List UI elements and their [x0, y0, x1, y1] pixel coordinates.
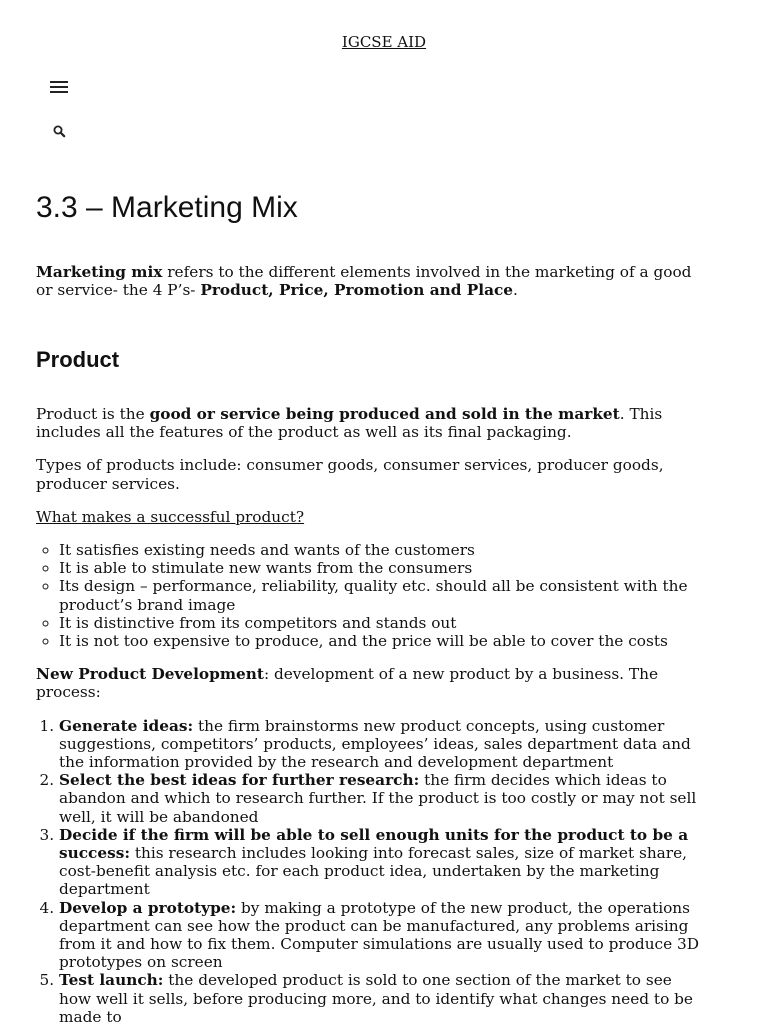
intro-four-ps: Product, Price, Promotion and Place — [200, 281, 514, 300]
intro-text: refers to the different elements involved in the marketing of a good or service- the 4 P’s- — [36, 263, 692, 300]
step-title: Generate ideas: — [59, 716, 194, 735]
step-title: Select the best ideas for further research: — [59, 771, 420, 790]
npd-steps-list — [36, 717, 708, 1026]
successful-product-list — [36, 541, 708, 650]
list-item: ◦ It is able to stimulate new wants from the consumers — [59, 559, 708, 577]
product-definition-paragraph — [36, 405, 708, 441]
step-text: the firm brainstorms new product concepts, using customer suggestions, competitors’ products, employees’ ideas, sales department data and the information provided by the research and development department — [59, 716, 691, 772]
intro-term: Marketing mix — [36, 263, 163, 281]
npd-text: : development of a new product by a business. The process: — [36, 665, 659, 702]
list-item: ◦ It is not too expensive to produce, and the price will be able to cover the costs — [59, 632, 708, 650]
list-item — [59, 826, 708, 899]
successful-product-heading: What makes a successful product? — [36, 507, 305, 526]
npd-paragraph — [36, 665, 708, 701]
list-item — [59, 771, 708, 826]
intro-end: . — [513, 281, 518, 300]
step-text: the firm decides which ideas to abandon and which to research further. If the product is too costly or may not sell well, it will be abandoned — [59, 771, 697, 826]
list-item: ◦ Its design – performance, reliability, quality etc. should all be consistent with the product’s brand image — [59, 577, 708, 613]
site-title-link[interactable]: IGCSE AID — [341, 33, 427, 51]
search-icon[interactable] — [52, 124, 68, 140]
product-def-start: Product is the — [36, 405, 150, 423]
product-section-body — [36, 405, 708, 1026]
list-item — [59, 971, 708, 1026]
step-text: this research includes looking into forecast sales, size of market share, cost-benefit analysis etc. for each product idea, undertaken by the marketing department — [59, 844, 688, 899]
step-title: Decide if the firm will be able to sell enough units for the product to be a success: — [59, 825, 689, 863]
step-title: Test launch: — [59, 971, 164, 990]
section-heading-product: Product — [36, 347, 120, 372]
step-text: the developed product is sold to one section of the market to see how well it sells, before producing more, and to identify what changes need to be made to — [59, 971, 693, 1026]
page-title: 3.3 – Marketing Mix — [36, 191, 298, 224]
step-text: by making a prototype of the new product, the operations department can see how the product can be manufactured, any problems arising from it and how to fix them. Computer simulations are usually used to produce 3D prototypes on screen — [59, 898, 700, 972]
list-item — [59, 717, 708, 772]
list-item: ◦ It satisfies existing needs and wants of the customers — [59, 541, 708, 559]
product-types-paragraph: Types of products include: consumer goods, consumer services, producer goods, producer services. — [36, 456, 664, 493]
npd-term: New Product Development — [36, 665, 264, 684]
product-def-end: . This includes all the features of the product as well as its final packaging. — [36, 405, 663, 442]
list-item — [59, 899, 708, 972]
intro-paragraph — [36, 263, 708, 299]
list-item: ◦ It is distinctive from its competitors and stands out — [59, 614, 708, 632]
hamburger-menu-icon[interactable] — [50, 81, 68, 95]
step-title: Develop a prototype: — [59, 898, 237, 917]
product-def-bold: good or service being produced and sold in the market — [149, 405, 620, 423]
